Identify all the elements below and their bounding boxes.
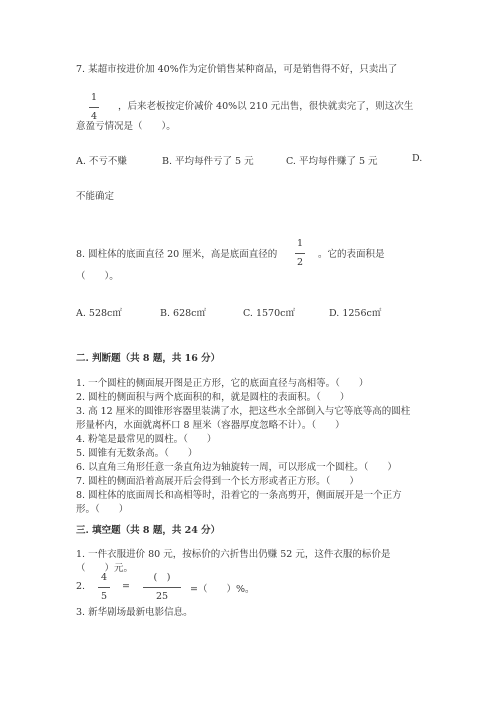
- q8-fraction-numerator: 1: [296, 238, 304, 249]
- fill-q2-fraction-1-bar: [98, 587, 110, 588]
- fill-q2-fraction-2-bar: [143, 587, 181, 588]
- q7-option-d: D.: [412, 153, 423, 164]
- q7-line2: ，后来老板按定价减价 40%以 210 元出售，很快就卖完了，则这次生: [118, 101, 414, 112]
- q8-fraction-bar: [295, 253, 305, 254]
- section3-title: 三. 填空题（共 8 题，共 24 分）: [76, 525, 221, 536]
- q8-line2: （ ）。: [76, 271, 119, 282]
- q8-option-b: B. 628c㎡: [160, 308, 206, 319]
- fill-q2-fraction-1-numerator: 4: [100, 572, 108, 583]
- fill-q3: 3. 新华剧场最新电影信息。: [76, 607, 193, 618]
- tf-item-1: 1. 一个圆柱的侧面展开图是正方形，它的底面直径与高相等。（ ）: [76, 378, 369, 389]
- tf-item-5: 5. 圆锥有无数条高。（ ）: [76, 448, 198, 459]
- tf-item-2: 2. 圆柱的侧面积与两个底面积的和，就是圆柱的表面积。（ ）: [76, 392, 350, 403]
- q7-line3: 意盈亏情况是（ ）。: [76, 121, 176, 132]
- fill-q2-fraction-2-numerator: ( ): [153, 572, 171, 583]
- q7-option-a: A. 不亏不赚: [76, 156, 127, 167]
- q8-option-c: C. 1570c㎡: [243, 308, 295, 319]
- fill-q2-label: 2.: [76, 581, 86, 592]
- q7-fraction: [89, 93, 99, 121]
- q7-option-d-continued: 不能确定: [76, 191, 115, 202]
- fill-q2-fraction-2: [143, 573, 181, 601]
- q7-fraction-bar: [89, 107, 99, 108]
- tf-item-8-continued: 形。（ ）: [76, 504, 129, 515]
- q7-option-c: C. 平均每件赚了 5 元: [286, 156, 378, 167]
- q7-option-b: B. 平均每件亏了 5 元: [162, 156, 254, 167]
- fill-q2-fraction-1-denominator: 5: [100, 590, 108, 602]
- tf-item-3-continued: 形量杯内，水面就离杯口 8 厘米（容器厚度忽略不计）。（ ）: [76, 420, 345, 431]
- fill-q1-line2: （ ）元。: [76, 563, 134, 574]
- q8-option-d: D. 1256c㎡: [329, 308, 382, 319]
- q7-fraction-denominator: 4: [90, 110, 98, 122]
- fill-q2-equals-2: =（ ）%。: [190, 584, 255, 595]
- tf-item-3: 3. 高 12 厘米的圆锥形容器里装满了水，把这些水全部倒入与它等底等高的圆柱: [76, 406, 411, 417]
- fill-q1-line1: 1. 一件衣服进价 80 元，按标价的六折售出仍赚 52 元，这件衣服的标价是: [76, 549, 391, 560]
- tf-item-8: 8. 圆柱体的底面周长和高相等时，沿着它的一条高剪开，侧面展开是一个正方: [76, 490, 402, 501]
- section2-title: 二. 判断题（共 8 题，共 16 分）: [76, 353, 221, 364]
- q8-option-a: A. 528c㎡: [76, 308, 122, 319]
- fill-q2-fraction-2-denominator: 25: [155, 590, 169, 602]
- q8-line1a: 8. 圆柱体的底面直径 20 厘米，高是底面直径的: [76, 249, 278, 260]
- q7-line1: 7. 某超市按进价加 40%作为定价销售某种商品，可是销售得不好，只卖出了: [76, 64, 398, 75]
- fill-q2-equals-1: =: [122, 581, 130, 592]
- fill-q2-fraction-1: [98, 573, 110, 601]
- tf-item-6: 6. 以直角三角形任意一条直角边为轴旋转一周，可以形成一个圆柱。（ ）: [76, 462, 397, 473]
- q7-fraction-numerator: 1: [90, 92, 98, 103]
- q8-fraction: [295, 239, 305, 267]
- q8-line1b: 。它的表面积是: [318, 249, 385, 260]
- tf-item-7: 7. 圆柱的侧面沿着高展开后会得到一个长方形或者正方形。（ ）: [76, 476, 359, 487]
- q8-fraction-denominator: 2: [296, 256, 304, 268]
- tf-item-4: 4. 粉笔是最常见的圆柱。（ ）: [76, 434, 217, 445]
